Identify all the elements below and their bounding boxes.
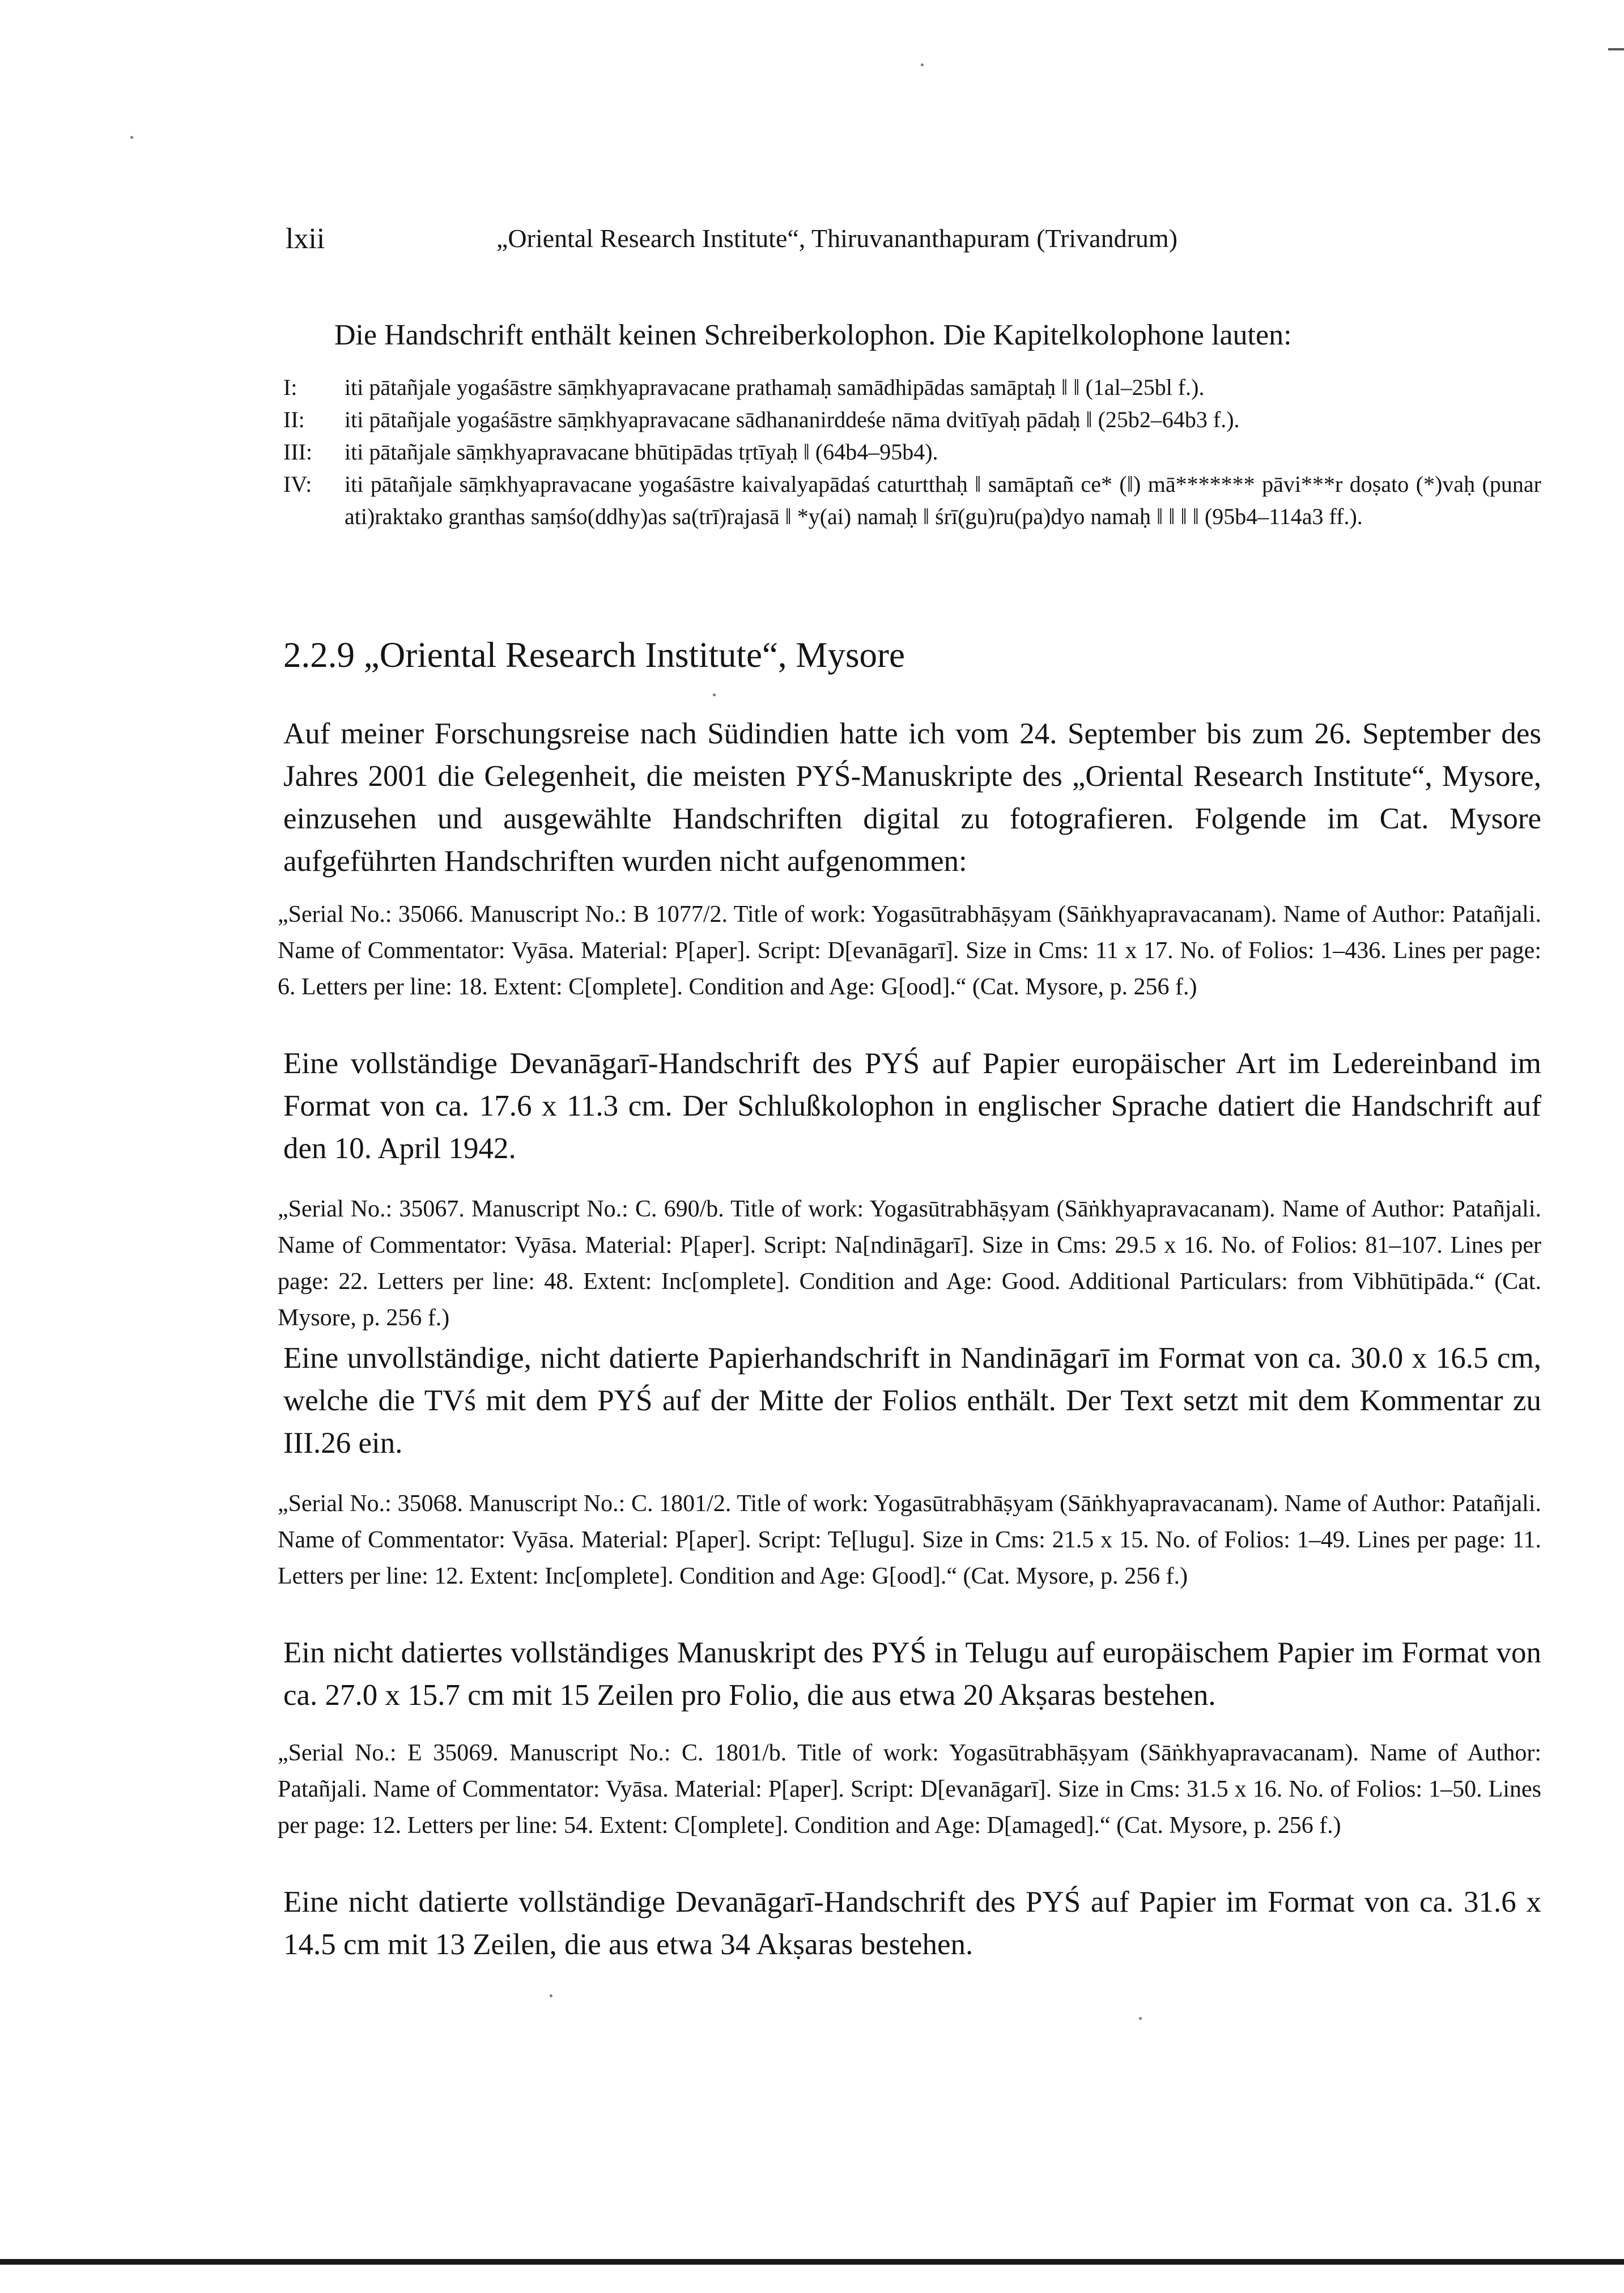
chapter-colophon-list bbox=[283, 371, 1541, 533]
colophon-number: III: bbox=[283, 439, 313, 465]
scan-speck bbox=[550, 1994, 552, 1997]
manuscript-description: Eine unvollständige, nicht datierte Papierhandschrift in Nandināgarī im Format von ca. 30.0 x 16.5 cm, welche die TVś mit dem PYŚ auf der Mitte der Folios enthält. Der Text setzt mit dem Kommentar zu III.26 ein. bbox=[283, 1342, 1541, 1460]
scan-speck bbox=[713, 694, 716, 696]
colophon-item bbox=[283, 371, 1541, 403]
scan-speck bbox=[1139, 2017, 1142, 2020]
running-head: „Oriental Research Institute“, Thiruvananthapuram (Trivandrum) bbox=[496, 224, 1178, 253]
catalogue-citation: „Serial No.: 35066. Manuscript No.: B 1077/2. Title of work: Yogasūtrabhāṣyam (Sāṅkhyapravacanam). Name of Author: Patañjali. Name of Commentator: Vyāsa. Material: P[aper]. Script: D[evanāgarī]. Size in Cms: 11 x 17. No. of Folios: 1–436. Lines per page: 6. Letters per line: 18. Extent: C[omplete]. Condition and Age: G[ood].“ (Cat. Mysore, p. 256 f.) bbox=[278, 901, 1541, 1000]
catalogue-citation: „Serial No.: 35068. Manuscript No.: C. 1801/2. Title of work: Yogasūtrabhāṣyam (Sāṅkhyapravacanam). Name of Author: Patañjali. Name of Commentator: Vyāsa. Material: P[aper]. Script: Te[lugu]. Size in Cms: 21.5 x 15. No. of Folios: 1–49. Lines per page: 11. Letters per line: 12. Extent: Inc[omplete]. Condition and Age: G[ood].“ (Cat. Mysore, p. 256 f.) bbox=[278, 1491, 1541, 1589]
colophon-item bbox=[283, 468, 1541, 533]
scan-speck bbox=[921, 63, 924, 66]
scan-mark bbox=[1608, 48, 1624, 50]
colophon-text: iti pātañjale yogaśāstre sāṃkhyapravacane sādhananirddeśe nāma dvitīyaḥ pādaḥ ‖ (25b2–64b3 f.). bbox=[345, 407, 1240, 432]
intro-sentence: Die Handschrift enthält keinen Schreiberkolophon. Die Kapitelkolophone lauten: bbox=[334, 319, 1292, 351]
colophon-text: iti pātañjale yogaśāstre sāṃkhyapravacane prathamaḥ samādhipādas samāptaḥ ‖ ‖ (1al–25bl f.). bbox=[345, 375, 1205, 400]
colophon-item bbox=[283, 436, 1541, 468]
catalogue-citation: „Serial No.: E 35069. Manuscript No.: C. 1801/b. Title of work: Yogasūtrabhāṣyam (Sāṅkhyapravacanam). Name of Author: Patañjali. Name of Commentator: Vyāsa. Material: P[aper]. Script: D[evanāgarī]. Size in Cms: 31.5 x 16. No. of Folios: 1–50. Lines per page: 12. Letters per line: 54. Extent: C[omplete]. Condition and Age: D[amaged].“ (Cat. Mysore, p. 256 f.) bbox=[278, 1740, 1541, 1839]
bottom-scan-border bbox=[0, 2259, 1624, 2265]
colophon-number: II: bbox=[283, 407, 305, 432]
colophon-item bbox=[283, 403, 1541, 436]
manuscript-description: Ein nicht datiertes vollständiges Manuskript des PYŚ in Telugu auf europäischem Papier im Format von ca. 27.0 x 15.7 cm mit 15 Zeilen pro Folio, die aus etwa 20 Akṣaras bestehen. bbox=[283, 1636, 1541, 1712]
catalogue-citation: „Serial No.: 35067. Manuscript No.: C. 690/b. Title of work: Yogasūtrabhāṣyam (Sāṅkhyapravacanam). Name of Author: Patañjali. Name of Commentator: Vyāsa. Material: P[aper]. Script: Na[ndināgarī]. Size in Cms: 29.5 x 16. No. of Folios: 81–107. Lines per page: 22. Letters per line: 48. Extent: Inc[omplete]. Condition and Age: Good. Additional Particulars: from Vibhūtipāda.“ (Cat. Mysore, p. 256 f.) bbox=[278, 1196, 1541, 1331]
page-header bbox=[0, 222, 1624, 262]
colophon-number: I: bbox=[283, 375, 297, 400]
colophon-number: IV: bbox=[283, 471, 312, 497]
intro-paragraph: Auf meiner Forschungsreise nach Südindien hatte ich vom 24. September bis zum 26. September des Jahres 2001 die Gelegenheit, die meisten PYŚ-Manuskripte des „Oriental Research Institute“, Mysore, einzusehen und ausgewählte Handschriften digital zu fotografieren. Folgende im Cat. Mysore aufgeführten Handschriften wurden nicht aufgenommen: bbox=[283, 717, 1541, 878]
colophon-text: iti pātañjale sāṃkhyapravacane yogaśāstre kaivalyapādaś caturtthaḥ ‖ samāptañ ce* (‖) mā******* pāvi***r doṣato (*)vaḥ (punar ati)raktako granthas saṃśo(ddhy)as sa(trī)rajasā ‖ *y(ai) namaḥ ‖ śrī(gu)ru(pa)dyo namaḥ ‖ ‖ ‖ ‖ (95b4–114a3 ff.). bbox=[345, 471, 1541, 529]
manuscript-description: Eine nicht datierte vollständige Devanāgarī-Handschrift des PYŚ auf Papier im Format von ca. 31.6 x 14.5 cm mit 13 Zeilen, die aus etwa 34 Akṣaras bestehen. bbox=[283, 1886, 1541, 1961]
section-heading: 2.2.9 „Oriental Research Institute“, Mysore bbox=[283, 635, 905, 675]
scan-speck bbox=[130, 136, 133, 139]
colophon-text: iti pātañjale sāṃkhyapravacane bhūtipādas tṛtīyaḥ ‖ (64b4–95b4). bbox=[345, 439, 938, 465]
page-number: lxii bbox=[286, 223, 325, 255]
manuscript-description: Eine vollständige Devanāgarī-Handschrift des PYŚ auf Papier europäischer Art im Ledereinband im Format von ca. 17.6 x 11.3 cm. Der Schlußkolophon in englischer Sprache datiert die Handschrift auf den 10. April 1942. bbox=[283, 1047, 1541, 1165]
